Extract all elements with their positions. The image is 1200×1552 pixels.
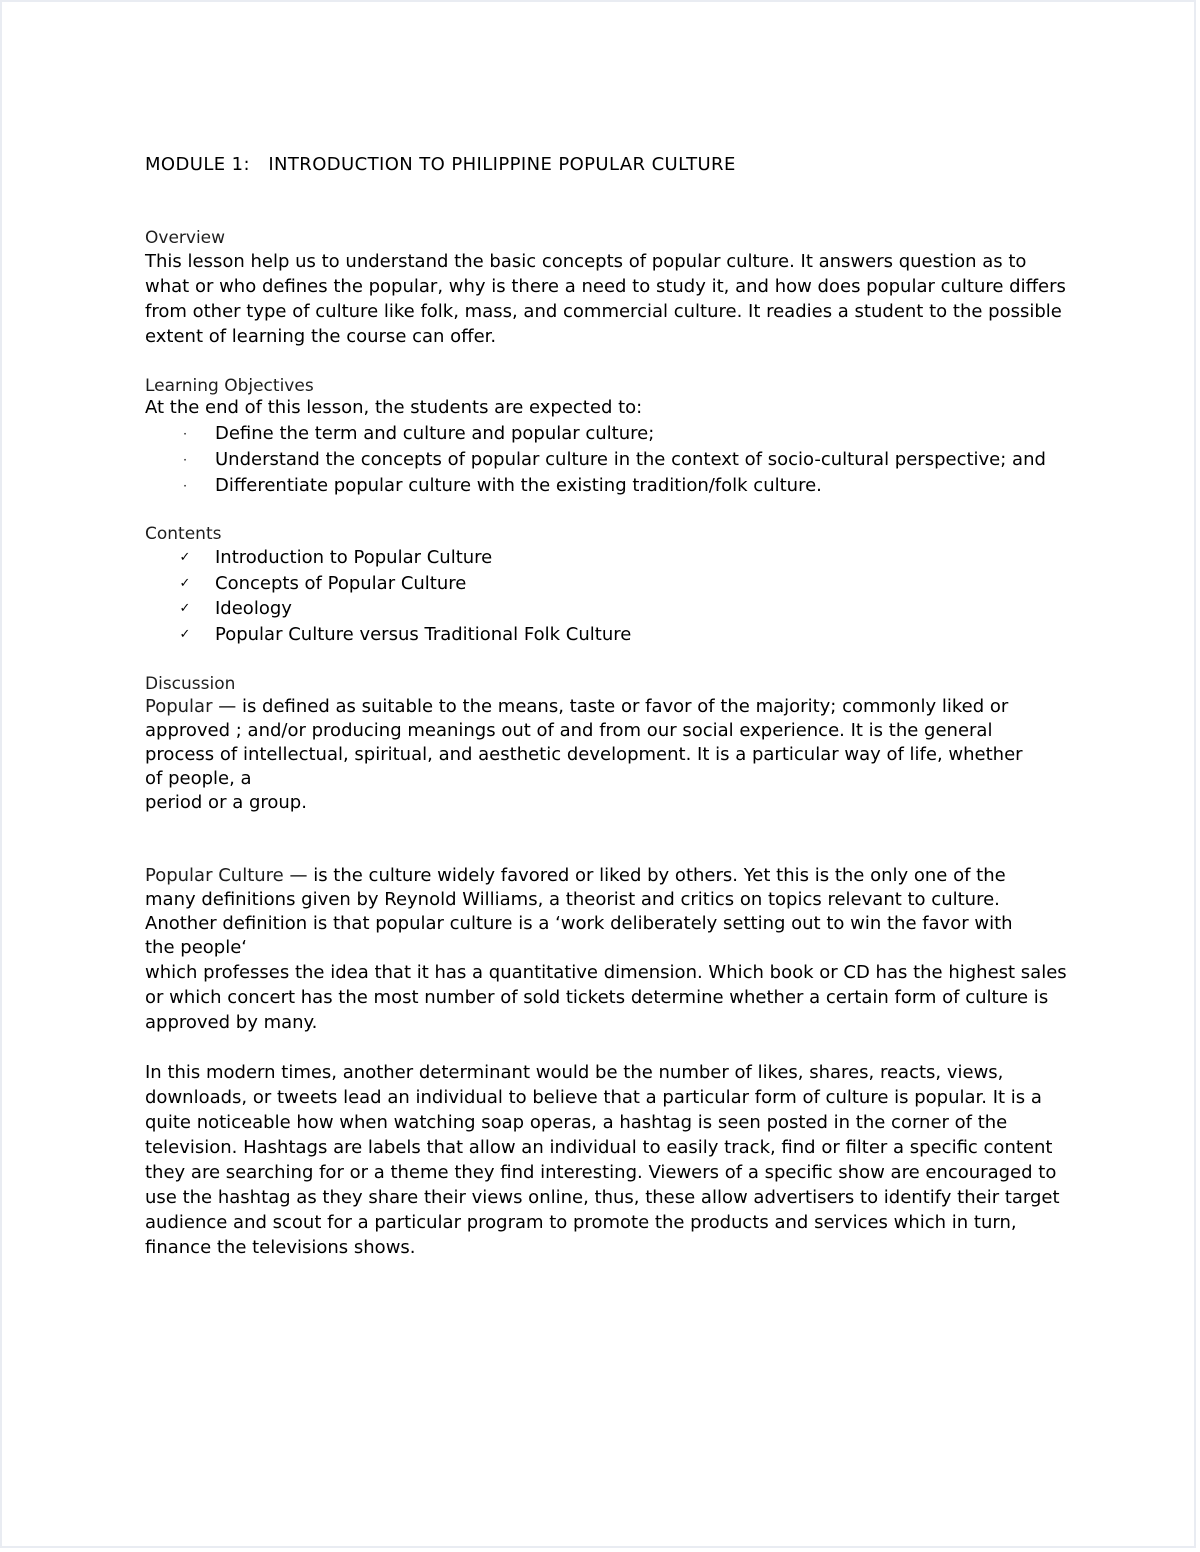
discussion-heading: Discussion [145, 674, 236, 694]
bullet-icon: · [183, 453, 187, 467]
list-item [145, 449, 1075, 471]
objectives-intro: At the end of this lesson, the students are expected to: [145, 397, 643, 418]
list-item [145, 423, 1075, 445]
checkmark-icon: ✓ [179, 601, 191, 616]
objective-text: Differentiate popular culture with the existing tradition/folk culture. [215, 475, 822, 496]
contents-list [145, 545, 1075, 647]
modern-times-paragraph: In this modern times, another determinant would be the number of likes, shares, reacts, views, downloads, or tweets lead an individual to believe that a particular form of culture is popular. It is a quite noticeable how when watching soap operas, a hashtag is seen posted in the corner of the television. Hashtags are labels that allow an individual to easily track, find or filter a specific content they are searching for or a theme they find interesting. Viewers of a specific show are encouraged to use the hashtag as they share their views online, thus, these allow advertisers to identify their target audience and scout for a particular program to promote the products and services which in turn, finance the televisions shows. [145, 1062, 1060, 1258]
list-item [145, 596, 1075, 622]
spacer [145, 1035, 1075, 1060]
objective-text: Define the term and culture and popular culture; [215, 423, 655, 444]
content-text: Ideology [215, 598, 292, 619]
popular-culture-text: — is the culture widely favored or liked by others. Yet this is the only one of the many definitions given by Reynold Williams, a theorist and critics on topics relevant to culture. Another definition is that popular culture is a ‘work deliberately setting out to win the favor with the people‘ [145, 865, 1013, 958]
list-item [145, 571, 1075, 597]
bullet-icon: · [183, 479, 187, 493]
content-text: Popular Culture versus Traditional Folk Culture [215, 623, 632, 645]
popular-culture-term: Popular Culture [145, 865, 284, 886]
bullet-icon: · [183, 427, 187, 441]
objectives-section [145, 375, 1075, 497]
contents-heading: Contents [145, 524, 222, 544]
popular-definition-cont: period or a group. [145, 792, 307, 813]
popular-term: Popular [145, 696, 213, 717]
popular-text: — is defined as suitable to the means, taste or favor of the majority; commonly liked or approved ; and/or producing meanings out of and from our social experience. It is the general process of intellectual, spiritual, and aesthetic development. It is a particular way of life, whether of people, a [145, 696, 1023, 789]
list-item [145, 622, 1075, 648]
page-title: MODULE 1: INTRODUCTION TO PHILIPPINE POPULAR CULTURE [145, 154, 736, 175]
popular-culture-definition [145, 864, 1045, 960]
contents-section [145, 523, 1075, 647]
content-text: Introduction to Popular Culture [215, 547, 493, 568]
document-body [145, 154, 1075, 1260]
objectives-heading: Learning Objectives [145, 376, 314, 396]
overview-text: This lesson help us to understand the basic concepts of popular culture. It answers question as to what or who defines the popular, why is there a need to study it, and how does popular culture differs from other type of culture like folk, mass, and commercial culture. It readies a student to the possible extent of learning the course can offer. [145, 251, 1066, 347]
spacer [145, 815, 1075, 864]
objectives-list [145, 423, 1075, 497]
checkmark-icon: ✓ [179, 626, 191, 642]
content-text: Concepts of Popular Culture [215, 572, 467, 594]
discussion-section [145, 673, 1075, 1260]
overview-heading: Overview [145, 228, 226, 248]
checkmark-icon: ✓ [179, 550, 191, 565]
list-item [145, 475, 1075, 497]
objective-text: Understand the concepts of popular culture in the context of socio-cultural perspective; and [215, 449, 1046, 470]
checkmark-icon: ✓ [179, 575, 191, 591]
overview-section [145, 227, 1075, 349]
popular-culture-definition-cont: which professes the idea that it has a quantitative dimension. Which book or CD has the highest sales or which concert has the most number of sold tickets determine whether a certain form of culture is approved by many. [145, 962, 1067, 1033]
list-item [145, 545, 1075, 571]
popular-definition [145, 695, 1035, 791]
